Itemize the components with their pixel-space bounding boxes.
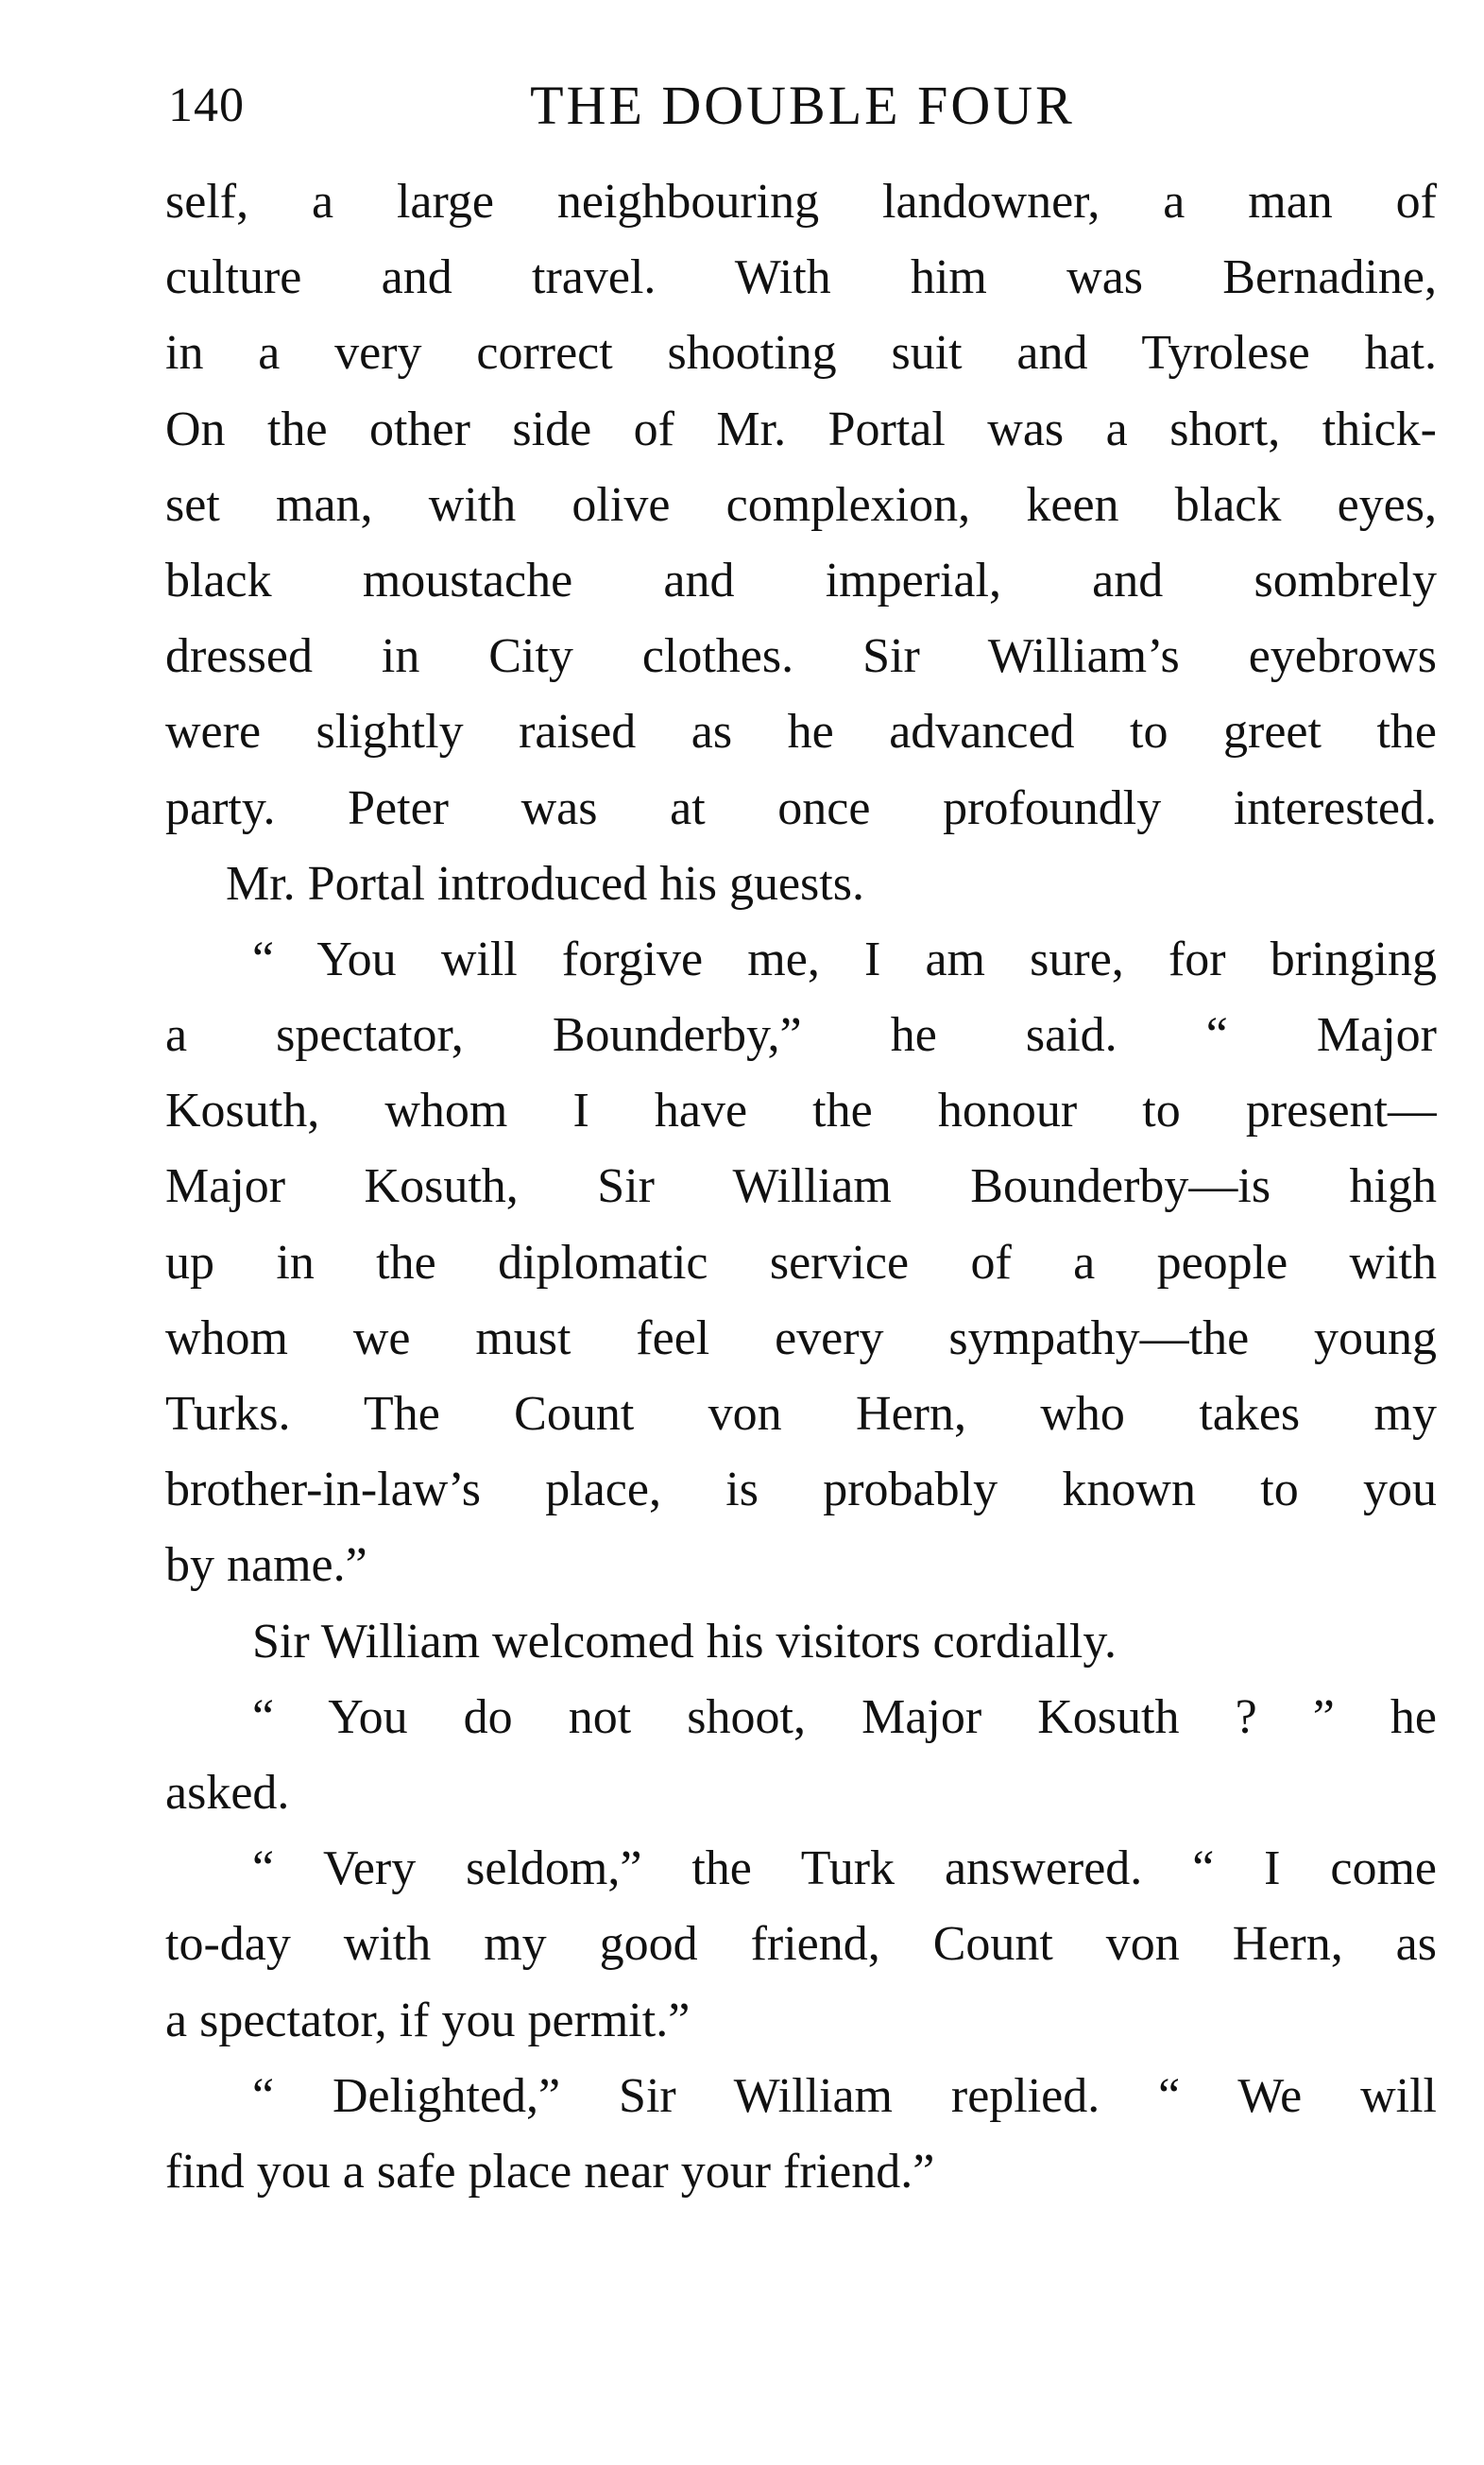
text-line: find you a safe place near your friend.” [165,2144,935,2199]
text-line: black moustache and imperial, and sombrely [165,553,1437,608]
text-line: “ Very seldom,” the Turk answered. “ I come [252,1841,1437,1896]
text-line: culture and travel. With him was Bernadine, [165,250,1437,305]
text-line: “ You will forgive me, I am sure, for bringing [252,932,1437,986]
text-line: were slightly raised as he advanced to greet the [165,705,1437,760]
text-line: Turks. The Count von Hern, who takes my [165,1387,1437,1441]
text-line: in a very correct shooting suit and Tyrolese hat. [165,326,1437,381]
text-line: to-day with my good friend, Count von Hern, as [165,1917,1437,1972]
page-number: 140 [168,78,245,132]
text-line: by name.” [165,1538,367,1593]
text-line: brother-in-law’s place, is probably known to you [165,1463,1437,1517]
text-line: “ Delighted,” Sir William replied. “ We will [252,2068,1437,2123]
text-line: Kosuth, whom I have the honour to present— [165,1084,1437,1138]
text-line: On the other side of Mr. Portal was a short, thick- [165,402,1437,456]
text-line: set man, with olive complexion, keen black eyes, [165,477,1437,532]
page-header [168,68,1437,144]
running-title: THE DOUBLE FOUR [530,75,1075,136]
text-line: up in the diplomatic service of a people with [165,1235,1437,1290]
text-line: asked. [165,1765,290,1820]
text-line: whom we must feel every sympathy—the young [165,1310,1437,1365]
text-line: “ You do not shoot, Major Kosuth ? ” he [252,1689,1437,1744]
text-line: a spectator, Bounderby,” he said. “ Major [165,1008,1437,1063]
text-line: a spectator, if you permit.” [165,1993,691,2047]
text-line: Sir William welcomed his visitors cordially. [252,1614,1117,1669]
text-line: Mr. Portal introduced his guests. [226,856,864,911]
text-line: Major Kosuth, Sir William Bounderby—is high [165,1159,1437,1214]
text-line: dressed in City clothes. Sir William’s eyebrows [165,629,1437,684]
text-line: party. Peter was at once profoundly interested. [165,780,1437,835]
text-line: self, a large neighbouring landowner, a man of [165,175,1437,229]
body-text [165,164,1437,2210]
